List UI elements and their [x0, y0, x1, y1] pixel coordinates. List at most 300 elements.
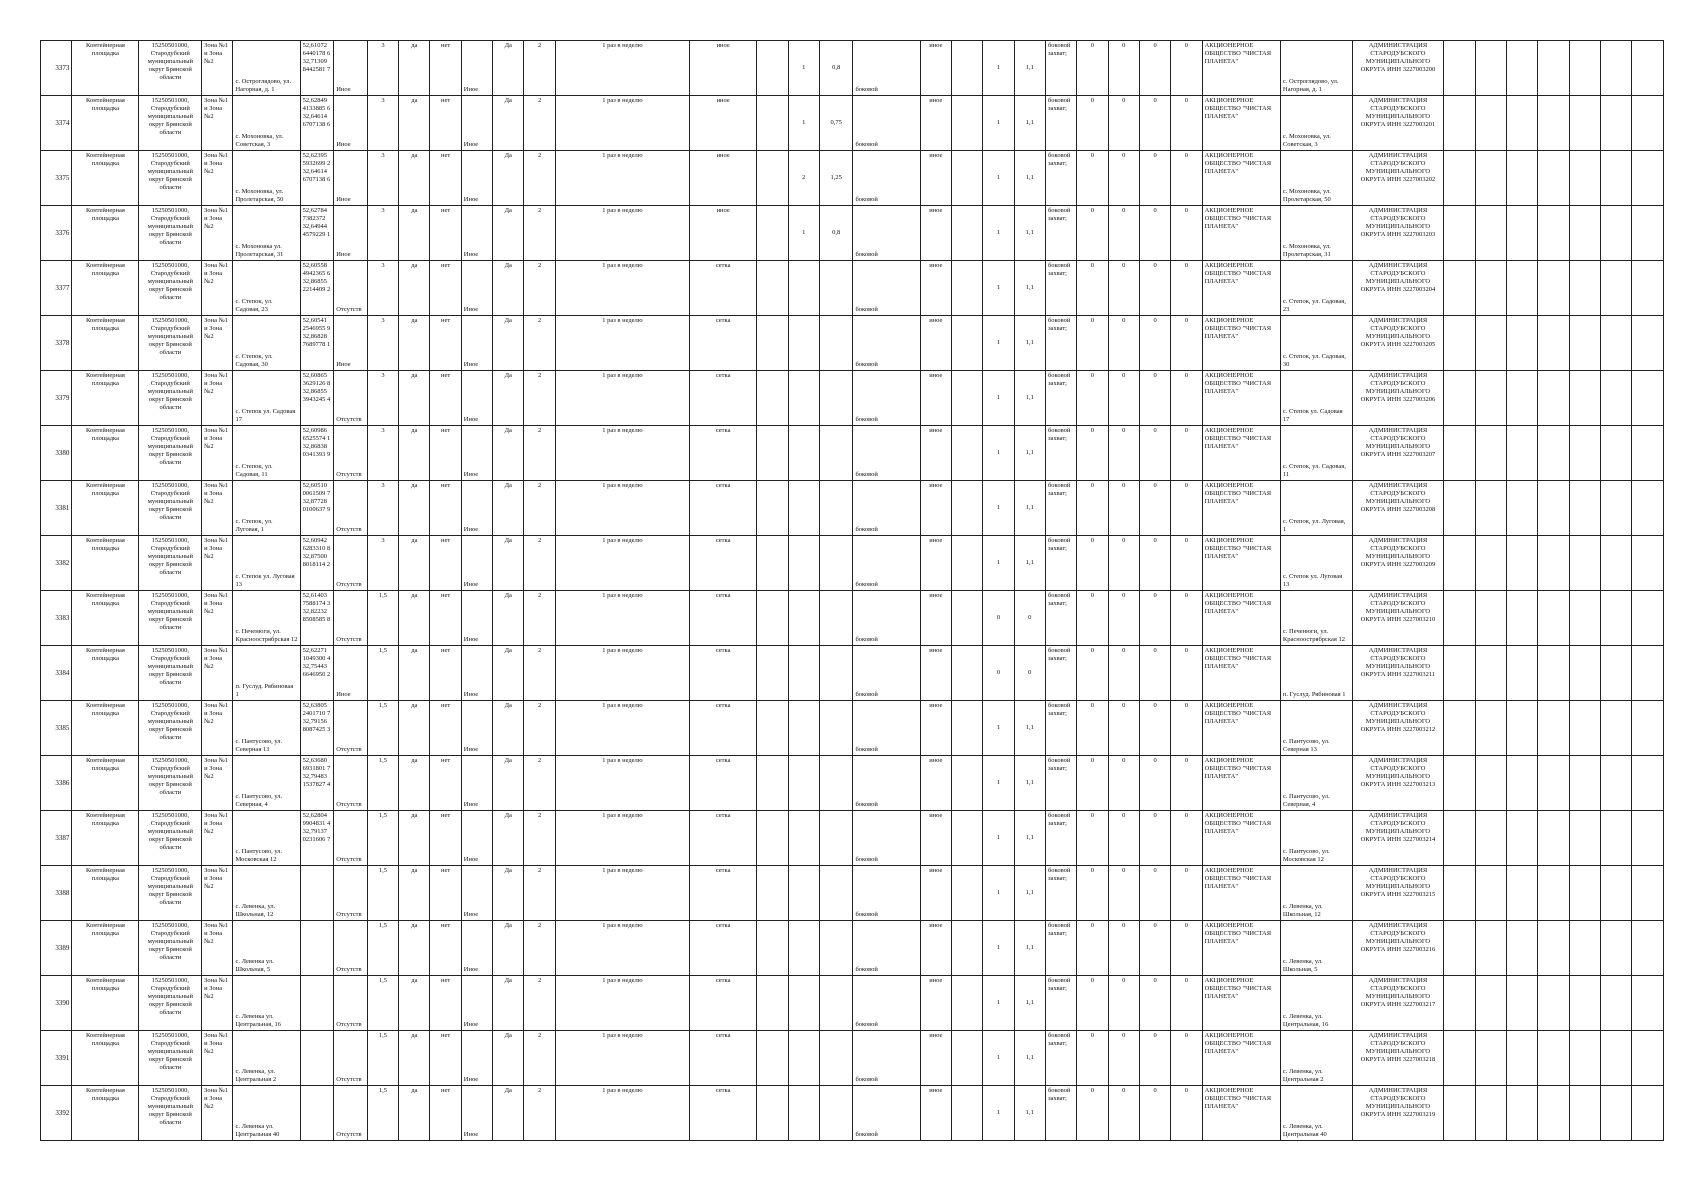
- count-cell: 2: [524, 41, 555, 96]
- side-grab-cell: боковой захват;: [1045, 261, 1076, 316]
- zero-cell: 0: [1108, 206, 1139, 261]
- zero-cell: 0: [1108, 866, 1139, 921]
- side-grab-cell: боковой захват;: [1045, 701, 1076, 756]
- coordinates-cell: 52,62395 5932699 2 32,64614 6707138 6: [300, 151, 334, 206]
- other-cell: иное: [920, 701, 951, 756]
- empty-cell: [1538, 646, 1569, 701]
- empty-cell: [1444, 591, 1475, 646]
- empty-cell: [1506, 41, 1537, 96]
- source-address-cell: с. Мохоновка, ул. Советская, 3: [1280, 96, 1352, 151]
- zero-cell: 0: [1108, 261, 1139, 316]
- container-count-b: 1: [983, 481, 1014, 536]
- org-cell: АКЦИОНЕРНОЕ ОБЩЕСТВО "ЧИСТАЯ ПЛАНЕТА": [1202, 481, 1280, 536]
- zero-cell: 0: [1108, 646, 1139, 701]
- zero-cell: 0: [1171, 426, 1202, 481]
- row-number: 3376: [41, 206, 72, 261]
- org-cell: АКЦИОНЕРНОЕ ОБЩЕСТВО "ЧИСТАЯ ПЛАНЕТА": [1202, 151, 1280, 206]
- org-cell: АКЦИОНЕРНОЕ ОБЩЕСТВО "ЧИСТАЯ ПЛАНЕТА": [1202, 811, 1280, 866]
- empty-cell: [1538, 96, 1569, 151]
- empty-cell: [1475, 646, 1506, 701]
- empty-cell: [757, 151, 788, 206]
- count-cell: 2: [524, 536, 555, 591]
- fence-cell: нет: [430, 811, 461, 866]
- count-cell: 2: [524, 206, 555, 261]
- okato-cell: 15250501000, Стародубский муниципальный округ Брянской области: [139, 371, 202, 426]
- empty-cell: [1538, 1031, 1569, 1086]
- empty-cell: [1569, 921, 1600, 976]
- fence-material-cell: Иное: [461, 426, 492, 481]
- empty-cell: [1569, 1031, 1600, 1086]
- fence-material-cell: Иное: [461, 206, 492, 261]
- empty-cell: [951, 536, 982, 591]
- container-volume-b: 0: [1014, 591, 1045, 646]
- container-count-b: 1: [983, 151, 1014, 206]
- other-cell: иное: [920, 426, 951, 481]
- table-row: [41, 701, 1664, 756]
- empty-cell: [1475, 701, 1506, 756]
- container-volume-a: [819, 1031, 853, 1086]
- zero-cell: 0: [1171, 646, 1202, 701]
- zero-cell: 0: [1108, 151, 1139, 206]
- zero-cell: 0: [1139, 536, 1170, 591]
- empty-cell: [1506, 371, 1537, 426]
- count-cell: 2: [524, 151, 555, 206]
- area-cell: 1,5: [367, 646, 398, 701]
- count-cell: 2: [524, 1031, 555, 1086]
- empty-cell: [1475, 866, 1506, 921]
- container-volume-b: 1,1: [1014, 481, 1045, 536]
- surface-cell: Отсутств: [334, 921, 368, 976]
- empty-cell: [1475, 536, 1506, 591]
- yes-cell: Да: [493, 481, 524, 536]
- container-volume-b: 1,1: [1014, 866, 1045, 921]
- container-count-b: 1: [983, 756, 1014, 811]
- empty-cell: [757, 646, 788, 701]
- surface-cell: Отсутств: [334, 261, 368, 316]
- yes-cell: Да: [493, 316, 524, 371]
- zero-cell: 0: [1139, 426, 1170, 481]
- fence-cell: нет: [430, 371, 461, 426]
- row-number: 3381: [41, 481, 72, 536]
- other-cell: иное: [920, 646, 951, 701]
- address-cell: с. Пантусово, ул. Северная, 4: [233, 756, 300, 811]
- admin-cell: АДМИНИСТРАЦИЯ СТАРОДУБСКОГО МУНИЦИПАЛЬНОГО ОКРУГА ИНН 3227003218: [1352, 1031, 1444, 1086]
- other-cell: иное: [920, 41, 951, 96]
- empty-cell: [1506, 921, 1537, 976]
- row-number: 3386: [41, 756, 72, 811]
- zero-cell: 0: [1077, 261, 1108, 316]
- fence-cell: нет: [430, 591, 461, 646]
- empty-cell: [1632, 646, 1664, 701]
- fence-material-cell: Иное: [461, 261, 492, 316]
- area-cell: 3: [367, 261, 398, 316]
- source-address-cell: с. Степок, ул. Садовая, 23: [1280, 261, 1352, 316]
- empty-cell: [1600, 151, 1631, 206]
- empty-cell: [1475, 1031, 1506, 1086]
- empty-cell: [1569, 811, 1600, 866]
- loading-type-cell: боковой: [853, 1031, 920, 1086]
- okato-cell: 15250501000, Стародубский муниципальный округ Брянской области: [139, 41, 202, 96]
- zero-cell: 0: [1108, 756, 1139, 811]
- paved-cell: да: [399, 481, 430, 536]
- empty-cell: [1475, 976, 1506, 1031]
- loading-type-cell: боковой: [853, 426, 920, 481]
- org-cell: АКЦИОНЕРНОЕ ОБЩЕСТВО "ЧИСТАЯ ПЛАНЕТА": [1202, 96, 1280, 151]
- zone-cell: Зона №1 и Зона №2: [202, 701, 233, 756]
- container-count-b: 1: [983, 701, 1014, 756]
- fence-material-cell: Иное: [461, 481, 492, 536]
- empty-cell: [1444, 756, 1475, 811]
- container-volume-a: [819, 481, 853, 536]
- table-row: [41, 426, 1664, 481]
- schedule-cell: 1 раз в неделю: [555, 1086, 689, 1141]
- side-grab-cell: боковой захват;: [1045, 866, 1076, 921]
- fence-cell: нет: [430, 316, 461, 371]
- coordinates-cell: 52,61403 7588174 3 32,82232 8508585 8: [300, 591, 334, 646]
- surface-cell: Иное: [334, 316, 368, 371]
- schedule-cell: 1 раз в неделю: [555, 976, 689, 1031]
- paved-cell: да: [399, 96, 430, 151]
- empty-cell: [757, 811, 788, 866]
- empty-cell: [1475, 316, 1506, 371]
- fence-material-cell: Иное: [461, 1031, 492, 1086]
- surface-cell: Отсутств: [334, 1086, 368, 1141]
- table-row: [41, 261, 1664, 316]
- source-address-cell: с. Пантусово, ул. Северная, 4: [1280, 756, 1352, 811]
- material-cell: сетка: [690, 316, 757, 371]
- other-cell: иное: [920, 481, 951, 536]
- admin-cell: АДМИНИСТРАЦИЯ СТАРОДУБСКОГО МУНИЦИПАЛЬНОГО ОКРУГА ИНН 3227003207: [1352, 426, 1444, 481]
- empty-cell: [757, 866, 788, 921]
- zone-cell: Зона №1 и Зона №2: [202, 646, 233, 701]
- side-grab-cell: боковой захват;: [1045, 1086, 1076, 1141]
- empty-cell: [1475, 206, 1506, 261]
- surface-cell: Отсутств: [334, 536, 368, 591]
- address-cell: с. Пантусово, ул. Московская 12: [233, 811, 300, 866]
- container-volume-a: [819, 701, 853, 756]
- side-grab-cell: боковой захват;: [1045, 921, 1076, 976]
- fence-cell: нет: [430, 646, 461, 701]
- source-address-cell: с. Степок ул. Луговая 13: [1280, 536, 1352, 591]
- loading-type-cell: боковой: [853, 756, 920, 811]
- empty-cell: [951, 41, 982, 96]
- zero-cell: 0: [1077, 1086, 1108, 1141]
- zero-cell: 0: [1077, 41, 1108, 96]
- schedule-cell: 1 раз в неделю: [555, 371, 689, 426]
- okato-cell: 15250501000, Стародубский муниципальный округ Брянской области: [139, 316, 202, 371]
- site-type: Контейнерная площадка: [72, 866, 139, 921]
- empty-cell: [1538, 206, 1569, 261]
- empty-cell: [1632, 206, 1664, 261]
- empty-cell: [1444, 536, 1475, 591]
- container-volume-a: 0,75: [819, 96, 853, 151]
- zero-cell: 0: [1077, 481, 1108, 536]
- container-count-a: [788, 1086, 819, 1141]
- paved-cell: да: [399, 701, 430, 756]
- side-grab-cell: боковой захват;: [1045, 151, 1076, 206]
- zero-cell: 0: [1171, 206, 1202, 261]
- empty-cell: [1569, 866, 1600, 921]
- loading-type-cell: боковой: [853, 96, 920, 151]
- area-cell: 3: [367, 96, 398, 151]
- container-volume-a: [819, 811, 853, 866]
- table-row: [41, 96, 1664, 151]
- empty-cell: [1506, 206, 1537, 261]
- zone-cell: Зона №1 и Зона №2: [202, 261, 233, 316]
- yes-cell: Да: [493, 701, 524, 756]
- zone-cell: Зона №1 и Зона №2: [202, 921, 233, 976]
- empty-cell: [1600, 756, 1631, 811]
- side-grab-cell: боковой захват;: [1045, 756, 1076, 811]
- site-type: Контейнерная площадка: [72, 646, 139, 701]
- admin-cell: АДМИНИСТРАЦИЯ СТАРОДУБСКОГО МУНИЦИПАЛЬНОГО ОКРУГА ИНН 3227003214: [1352, 811, 1444, 866]
- zero-cell: 0: [1139, 151, 1170, 206]
- admin-cell: АДМИНИСТРАЦИЯ СТАРОДУБСКОГО МУНИЦИПАЛЬНОГО ОКРУГА ИНН 3227003215: [1352, 866, 1444, 921]
- yes-cell: Да: [493, 976, 524, 1031]
- source-address-cell: с. Левенка, ул. Центральная, 16: [1280, 976, 1352, 1031]
- org-cell: АКЦИОНЕРНОЕ ОБЩЕСТВО "ЧИСТАЯ ПЛАНЕТА": [1202, 591, 1280, 646]
- empty-cell: [1632, 536, 1664, 591]
- container-count-a: [788, 646, 819, 701]
- container-volume-b: 1,1: [1014, 921, 1045, 976]
- empty-cell: [951, 261, 982, 316]
- empty-cell: [1444, 151, 1475, 206]
- count-cell: 2: [524, 481, 555, 536]
- fence-material-cell: Иное: [461, 371, 492, 426]
- schedule-cell: 1 раз в неделю: [555, 206, 689, 261]
- empty-cell: [1632, 1086, 1664, 1141]
- okato-cell: 15250501000, Стародубский муниципальный округ Брянской области: [139, 151, 202, 206]
- okato-cell: 15250501000, Стародубский муниципальный округ Брянской области: [139, 921, 202, 976]
- surface-cell: Иное: [334, 646, 368, 701]
- empty-cell: [757, 206, 788, 261]
- side-grab-cell: боковой захват;: [1045, 481, 1076, 536]
- empty-cell: [951, 756, 982, 811]
- container-volume-b: 1,1: [1014, 701, 1045, 756]
- org-cell: АКЦИОНЕРНОЕ ОБЩЕСТВО "ЧИСТАЯ ПЛАНЕТА": [1202, 426, 1280, 481]
- table-row: [41, 866, 1664, 921]
- side-grab-cell: боковой захват;: [1045, 1031, 1076, 1086]
- container-count-a: [788, 701, 819, 756]
- count-cell: 2: [524, 261, 555, 316]
- table-row: [41, 316, 1664, 371]
- container-volume-a: [819, 1086, 853, 1141]
- empty-cell: [1569, 481, 1600, 536]
- surface-cell: Иное: [334, 206, 368, 261]
- empty-cell: [1506, 646, 1537, 701]
- surface-cell: Иное: [334, 41, 368, 96]
- fence-cell: нет: [430, 921, 461, 976]
- empty-cell: [1538, 536, 1569, 591]
- coordinates-cell: [300, 1031, 334, 1086]
- container-volume-a: 1,25: [819, 151, 853, 206]
- container-volume-a: [819, 261, 853, 316]
- area-cell: 3: [367, 41, 398, 96]
- okato-cell: 15250501000, Стародубский муниципальный округ Брянской области: [139, 646, 202, 701]
- coordinates-cell: 52,63680 6931801 7 32,79483 1537827 4: [300, 756, 334, 811]
- site-type: Контейнерная площадка: [72, 976, 139, 1031]
- paved-cell: да: [399, 1086, 430, 1141]
- zone-cell: Зона №1 и Зона №2: [202, 811, 233, 866]
- org-cell: АКЦИОНЕРНОЕ ОБЩЕСТВО "ЧИСТАЯ ПЛАНЕТА": [1202, 756, 1280, 811]
- okato-cell: 15250501000, Стародубский муниципальный округ Брянской области: [139, 536, 202, 591]
- empty-cell: [1506, 811, 1537, 866]
- zero-cell: 0: [1171, 536, 1202, 591]
- org-cell: АКЦИОНЕРНОЕ ОБЩЕСТВО "ЧИСТАЯ ПЛАНЕТА": [1202, 371, 1280, 426]
- count-cell: 2: [524, 756, 555, 811]
- zero-cell: 0: [1139, 921, 1170, 976]
- empty-cell: [1444, 41, 1475, 96]
- paved-cell: да: [399, 921, 430, 976]
- zero-cell: 0: [1139, 756, 1170, 811]
- empty-cell: [1506, 261, 1537, 316]
- side-grab-cell: боковой захват;: [1045, 536, 1076, 591]
- side-grab-cell: боковой захват;: [1045, 96, 1076, 151]
- empty-cell: [1506, 1086, 1537, 1141]
- empty-cell: [1444, 316, 1475, 371]
- empty-cell: [1506, 701, 1537, 756]
- zero-cell: 0: [1108, 811, 1139, 866]
- org-cell: АКЦИОНЕРНОЕ ОБЩЕСТВО "ЧИСТАЯ ПЛАНЕТА": [1202, 316, 1280, 371]
- loading-type-cell: боковой: [853, 41, 920, 96]
- paved-cell: да: [399, 426, 430, 481]
- empty-cell: [1632, 756, 1664, 811]
- empty-cell: [1600, 536, 1631, 591]
- schedule-cell: 1 раз в неделю: [555, 151, 689, 206]
- row-number: 3375: [41, 151, 72, 206]
- zero-cell: 0: [1108, 536, 1139, 591]
- zone-cell: Зона №1 и Зона №2: [202, 371, 233, 426]
- fence-material-cell: Иное: [461, 646, 492, 701]
- container-count-b: 1: [983, 206, 1014, 261]
- empty-cell: [1538, 976, 1569, 1031]
- okato-cell: 15250501000, Стародубский муниципальный округ Брянской области: [139, 811, 202, 866]
- paved-cell: да: [399, 976, 430, 1031]
- source-address-cell: с. Левенка, ул. Центральная 40: [1280, 1086, 1352, 1141]
- site-type: Контейнерная площадка: [72, 921, 139, 976]
- side-grab-cell: боковой захват;: [1045, 371, 1076, 426]
- zero-cell: 0: [1139, 261, 1170, 316]
- coordinates-cell: [300, 921, 334, 976]
- empty-cell: [1632, 976, 1664, 1031]
- container-count-a: [788, 591, 819, 646]
- empty-cell: [1475, 96, 1506, 151]
- count-cell: 2: [524, 976, 555, 1031]
- empty-cell: [1538, 426, 1569, 481]
- container-count-a: [788, 921, 819, 976]
- zone-cell: Зона №1 и Зона №2: [202, 591, 233, 646]
- container-volume-b: 1,1: [1014, 371, 1045, 426]
- row-number: 3378: [41, 316, 72, 371]
- empty-cell: [1600, 1031, 1631, 1086]
- container-count-a: [788, 866, 819, 921]
- okato-cell: 15250501000, Стародубский муниципальный округ Брянской области: [139, 96, 202, 151]
- area-cell: 1,5: [367, 756, 398, 811]
- container-count-a: [788, 976, 819, 1031]
- coordinates-cell: 52,62849 4133885 6 32,64614 6707138 6: [300, 96, 334, 151]
- empty-cell: [1569, 756, 1600, 811]
- schedule-cell: 1 раз в неделю: [555, 646, 689, 701]
- empty-cell: [1600, 371, 1631, 426]
- registry-table: [40, 40, 1664, 1141]
- source-address-cell: с. Степок, ул. Луговая, 1: [1280, 481, 1352, 536]
- empty-cell: [951, 1031, 982, 1086]
- table-row: [41, 1086, 1664, 1141]
- loading-type-cell: боковой: [853, 261, 920, 316]
- empty-cell: [1600, 976, 1631, 1031]
- empty-cell: [1538, 591, 1569, 646]
- source-address-cell: с. Левенка, ул. Школьная, 5: [1280, 921, 1352, 976]
- area-cell: 1,5: [367, 1031, 398, 1086]
- zero-cell: 0: [1171, 701, 1202, 756]
- admin-cell: АДМИНИСТРАЦИЯ СТАРОДУБСКОГО МУНИЦИПАЛЬНОГО ОКРУГА ИНН 3227003213: [1352, 756, 1444, 811]
- zero-cell: 0: [1139, 96, 1170, 151]
- fence-cell: нет: [430, 866, 461, 921]
- side-grab-cell: боковой захват;: [1045, 206, 1076, 261]
- area-cell: 1,5: [367, 701, 398, 756]
- zero-cell: 0: [1077, 96, 1108, 151]
- paved-cell: да: [399, 206, 430, 261]
- empty-cell: [1475, 756, 1506, 811]
- coordinates-cell: 52,61072 6440178 6 32,71309 8442581 7: [300, 41, 334, 96]
- schedule-cell: 1 раз в неделю: [555, 701, 689, 756]
- schedule-cell: 1 раз в неделю: [555, 261, 689, 316]
- other-cell: иное: [920, 866, 951, 921]
- coordinates-cell: [300, 1086, 334, 1141]
- empty-cell: [951, 976, 982, 1031]
- container-volume-a: [819, 646, 853, 701]
- coordinates-cell: 52,60510 0061509 7 32,87728 0100637 9: [300, 481, 334, 536]
- schedule-cell: 1 раз в неделю: [555, 591, 689, 646]
- container-count-b: 1: [983, 371, 1014, 426]
- empty-cell: [1444, 1031, 1475, 1086]
- container-count-a: [788, 316, 819, 371]
- row-number: 3383: [41, 591, 72, 646]
- material-cell: иное: [690, 96, 757, 151]
- material-cell: сетка: [690, 426, 757, 481]
- coordinates-cell: 52,63805 2401710 7 32,79156 8087425 3: [300, 701, 334, 756]
- yes-cell: Да: [493, 536, 524, 591]
- zero-cell: 0: [1171, 811, 1202, 866]
- empty-cell: [1632, 591, 1664, 646]
- site-type: Контейнерная площадка: [72, 96, 139, 151]
- empty-cell: [1444, 701, 1475, 756]
- material-cell: сетка: [690, 261, 757, 316]
- okato-cell: 15250501000, Стародубский муниципальный округ Брянской области: [139, 866, 202, 921]
- surface-cell: Отсутств: [334, 811, 368, 866]
- area-cell: 3: [367, 426, 398, 481]
- empty-cell: [1632, 866, 1664, 921]
- row-number: 3382: [41, 536, 72, 591]
- fence-material-cell: Иное: [461, 701, 492, 756]
- zero-cell: 0: [1077, 976, 1108, 1031]
- other-cell: иное: [920, 536, 951, 591]
- empty-cell: [1444, 811, 1475, 866]
- empty-cell: [1632, 96, 1664, 151]
- material-cell: сетка: [690, 921, 757, 976]
- container-volume-b: 1,1: [1014, 976, 1045, 1031]
- count-cell: 2: [524, 701, 555, 756]
- material-cell: сетка: [690, 1086, 757, 1141]
- site-type: Контейнерная площадка: [72, 756, 139, 811]
- empty-cell: [1569, 206, 1600, 261]
- count-cell: 2: [524, 316, 555, 371]
- zero-cell: 0: [1108, 591, 1139, 646]
- zero-cell: 0: [1108, 1086, 1139, 1141]
- zero-cell: 0: [1171, 481, 1202, 536]
- surface-cell: Отсутств: [334, 756, 368, 811]
- empty-cell: [1538, 371, 1569, 426]
